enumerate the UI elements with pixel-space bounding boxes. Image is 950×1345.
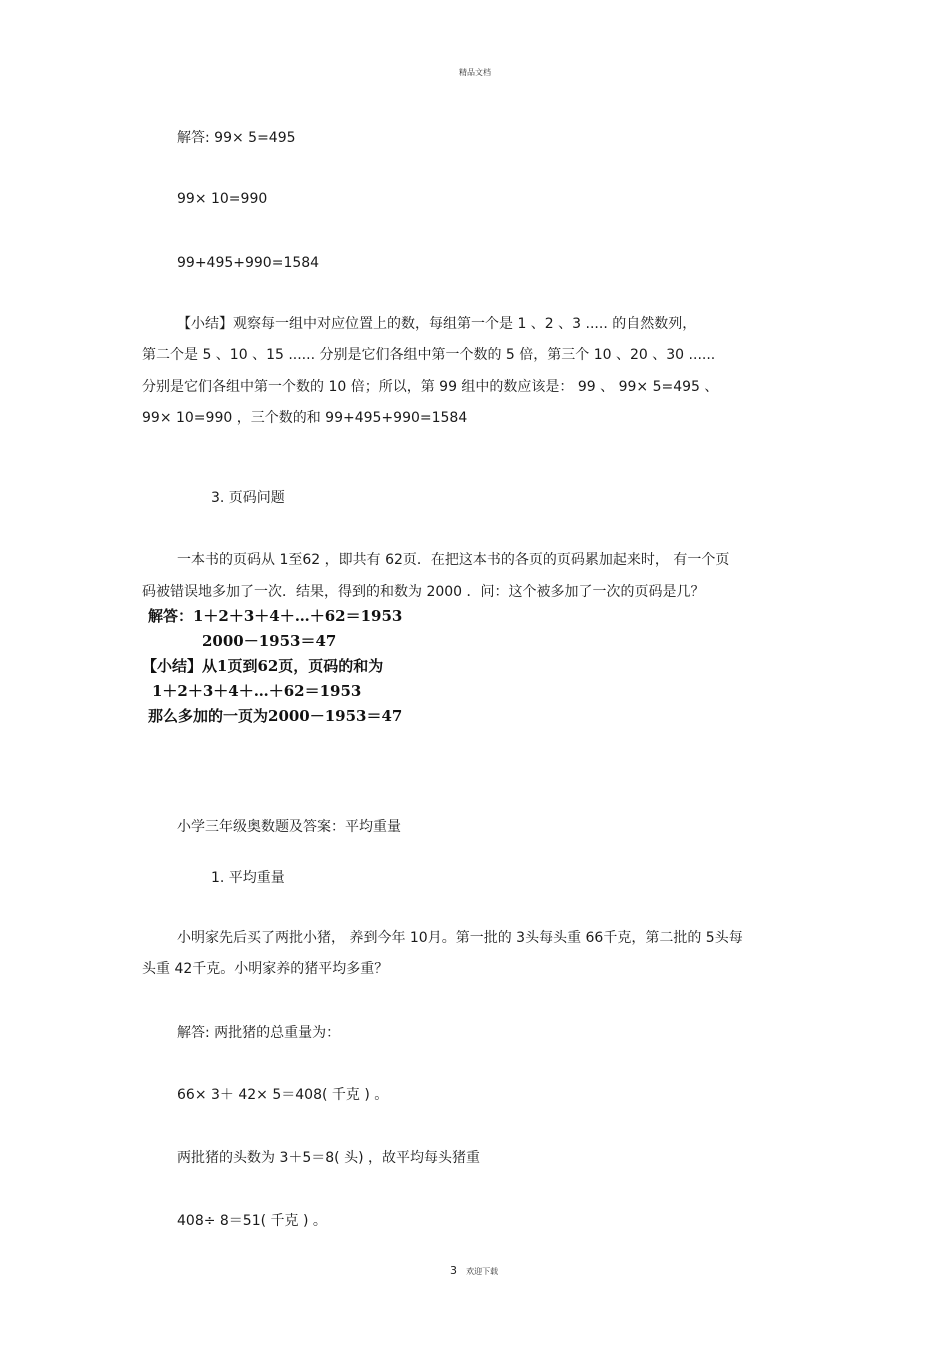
answer-line: 99+495+990=1584 <box>177 255 320 271</box>
footer-label: 欢迎下载 <box>466 1267 499 1276</box>
image-text-line: 那么多加的一页为2000－1953＝47 <box>148 707 403 725</box>
problem-line: 码被错误地多加了一次．结果，得到的和数为 2000 ．问：这个被多加了一次的页码是几？ <box>142 584 705 600</box>
problem-line: 一本书的页码从 1至62 ，即共有 62页．在把这本书的各页的页码累加起来时， 有一个页 <box>177 552 730 568</box>
summary-line: 分别是它们各组中第一个数的 10 倍；所以，第 99 组中的数应该是： 99 、 99× 5=495 、 <box>142 379 719 395</box>
answer-line: 408÷ 8＝51( 千克 ) 。 <box>177 1213 327 1229</box>
article-title: 小学三年级奥数题及答案：平均重量 <box>177 819 401 835</box>
summary-line: 第二个是 5 、10 、15 ...... 分别是它们各组中第一个数的 5 倍，第三个 10 、20 、30 ...... <box>142 347 716 363</box>
answer-line: 解答: 99× 5=495 <box>177 130 296 146</box>
image-text-line: 【小结】从1页到62页，页码的和为 <box>142 657 384 675</box>
summary-line: 【小结】观察每一组中对应位置上的数，每组第一个是 1 、2 、3 ..... 的自然数列， <box>177 316 697 332</box>
answer-line: 99× 10=990 <box>177 191 268 207</box>
answer-line: 66× 3＋ 42× 5＝408( 千克 ) 。 <box>177 1087 389 1103</box>
answer-line: 解答: 两批猪的总重量为： <box>177 1025 341 1041</box>
page-footer <box>450 1259 498 1278</box>
section-heading: 1. 平均重量 <box>211 870 285 886</box>
summary-line: 99× 10=990 ，三个数的和 99+495+990=1584 <box>142 410 468 426</box>
section-heading: 3. 页码问题 <box>211 490 285 506</box>
solution-image <box>142 601 472 731</box>
image-text-line: 2000－1953＝47 <box>202 632 337 650</box>
answer-line: 两批猪的头数为 3＋5＝8( 头) ，故平均每头猪重 <box>177 1150 480 1166</box>
image-text-line: 1＋2＋3＋4＋…＋62＝1953 <box>152 682 362 700</box>
page-header: 精品文档 <box>459 68 491 77</box>
problem-line: 头重 42千克。小明家养的猪平均多重？ <box>142 961 389 977</box>
problem-line: 小明家先后买了两批小猪， 养到今年 10月。第一批的 3头每头重 66千克，第二批的 5头每 <box>177 930 743 946</box>
page-number: 3 <box>450 1264 457 1277</box>
image-text-line: 解答：1＋2＋3＋4＋…＋62＝1953 <box>148 607 403 625</box>
